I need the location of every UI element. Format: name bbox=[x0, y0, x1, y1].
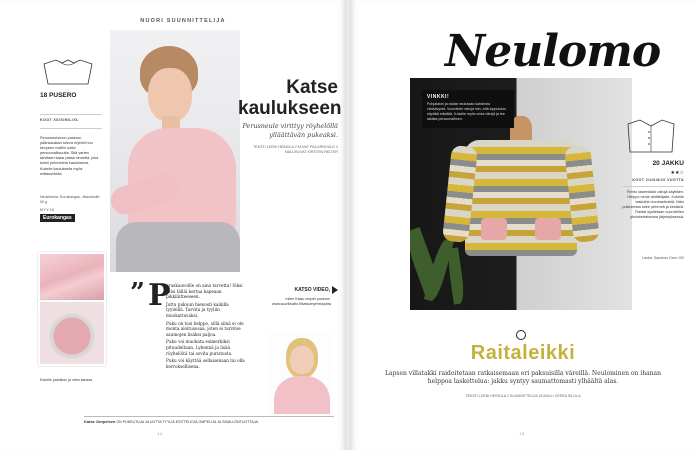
section-title: Neulomo bbox=[445, 26, 661, 77]
yarn-ball-icon bbox=[516, 330, 526, 340]
article-lead: Lapsen villatakki raidoitetaan ratkaisemaan eri paksuisilla väreillä. Neulominen on ihanan helppoa laskettelua: jakku syntyy saumattomasti ylhäältä alas. bbox=[385, 370, 661, 386]
body-paragraph: Puku on tosi helppo, sillä siinä ei ole monta aloitusosaa, joten ei tarvitse saumojen lisäksi paljoa. bbox=[166, 320, 244, 337]
vendor-logo: Eurokangas bbox=[40, 214, 75, 222]
article-title: Raitaleikki bbox=[470, 342, 576, 364]
article-credits: TEKSTI LEENI HEINOLA // SUUNNITTELIJA JA MALLI VEERA SILLILA bbox=[465, 394, 581, 398]
pattern-description: Rento lastentakki raitoja käyttäen. Helppo neule aloittelijalle. Kokeile taskuihin kontrastiväriä. Näin pukineesta tulee pehmeä ja kestävä. Raidat sijoitetaan vuorotellen yksinkertaisessa järjestyksessä. bbox=[622, 190, 684, 220]
sweater-sketch-icon bbox=[38, 58, 98, 86]
author-portrait bbox=[268, 332, 334, 414]
swatch-caption: Kokeile palmikon ja värin kanssa. bbox=[40, 378, 94, 382]
tip-title: VINKKI! bbox=[427, 94, 450, 100]
size-label: KOOT XS/S/M/L/XL bbox=[40, 118, 79, 122]
drop-cap: P bbox=[148, 278, 171, 313]
vendor-label: MYYJÄ bbox=[40, 208, 55, 212]
cardigan-sketch-icon bbox=[620, 118, 682, 154]
divider bbox=[622, 186, 684, 187]
yarn-info: Lanka: Sandnes Garn 100 bbox=[642, 256, 684, 260]
yarn-spool-photo bbox=[38, 300, 106, 366]
article-title-line2: kaulukseen bbox=[238, 98, 342, 119]
fabric-swatch-photo bbox=[38, 252, 106, 304]
tip-box bbox=[422, 90, 514, 128]
body-paragraph: Puku voi muokata esimerkiksi pituudeltaan. Lyhennä ja lisää röyhelöitä tai sovita puristusta. bbox=[166, 339, 233, 356]
tip-text: Pohjatakin ja raidat neulotaan kahdesta värisävystä. Vuorottele raitoja niin, että lopputulos näyttää elävältä. Kokeile myös omia värejä ja tee takista persoonallinen. bbox=[427, 102, 506, 121]
body-paragraph: eruskaavoille on aina tarvetta! Siksi reisi tälläi kertaa kapeaan pikkiliitteeseen. bbox=[166, 283, 243, 300]
pattern-description: Perusneulomon puseron päänkaulaan tuleva röyhelö tuo kevyeen malliin uutta persoonallisuutta. Sitä varten tarvitaan kaksi palaa neuletta, joka toimii pehmeänä kauluksena. Kokeile kauluksella myös mittasuhteita. bbox=[40, 136, 99, 176]
model-photo bbox=[110, 30, 240, 272]
pattern-number: 18 PUSERO bbox=[40, 92, 77, 99]
article-credits: TEKSTI LEENI HEINOLA // KUVAT PIIA ARNOULD // MALLIKUVAT KIRSTEN RELTER bbox=[253, 145, 338, 154]
article-body bbox=[166, 283, 248, 371]
play-icon[interactable] bbox=[332, 286, 338, 294]
quote-icon: ” bbox=[130, 278, 145, 308]
article-title-line1: Katse bbox=[286, 77, 338, 98]
section-tag: NUORI SUUNNITTELIJA bbox=[140, 18, 226, 24]
size-label: KOOT 2/4/6/8/10 VUOTTA bbox=[632, 178, 684, 182]
body-paragraph: Juttu pukuun hienosti kaikilla tyyleillä. Tarvita ja tyyliin muokattavaksi. bbox=[166, 301, 229, 318]
body-paragraph: Puku voi käyttää sellaisenaan tai olla kerroksellisena. bbox=[166, 358, 245, 369]
page-number: 14 bbox=[157, 431, 163, 436]
divider bbox=[40, 114, 102, 115]
difficulty-stars: ★★☆ bbox=[670, 170, 684, 176]
author-name: Katse Ompeleen bbox=[84, 419, 116, 424]
cardigan bbox=[465, 140, 577, 256]
divider bbox=[40, 128, 102, 129]
pattern-number: 20 JAKKU bbox=[652, 160, 684, 167]
left-page bbox=[0, 0, 346, 450]
article-subtitle: Perusneule virittyy röyhelöllä ylläättävän pukeaksi. bbox=[242, 122, 338, 139]
video-link[interactable]: miten Katso ompeli puseron www.suuriksatto.fi/katsomyrhelopaita bbox=[272, 297, 331, 306]
author-bio-text: ON PUKEUTUJA JA UUTTA TYYLIÄ ESITTELEVÄ OMPELIJA JA SISÄLLÖNTUOTTAJA. bbox=[116, 420, 259, 424]
yarn-info: Neulelanka: Euroikangas, villasekoite 50 g bbox=[40, 195, 100, 204]
video-label: KATSO VIDEO, bbox=[294, 287, 330, 293]
right-page bbox=[350, 0, 696, 450]
page-number: 15 bbox=[519, 431, 525, 436]
article-title bbox=[238, 77, 342, 119]
author-bio bbox=[84, 416, 334, 424]
